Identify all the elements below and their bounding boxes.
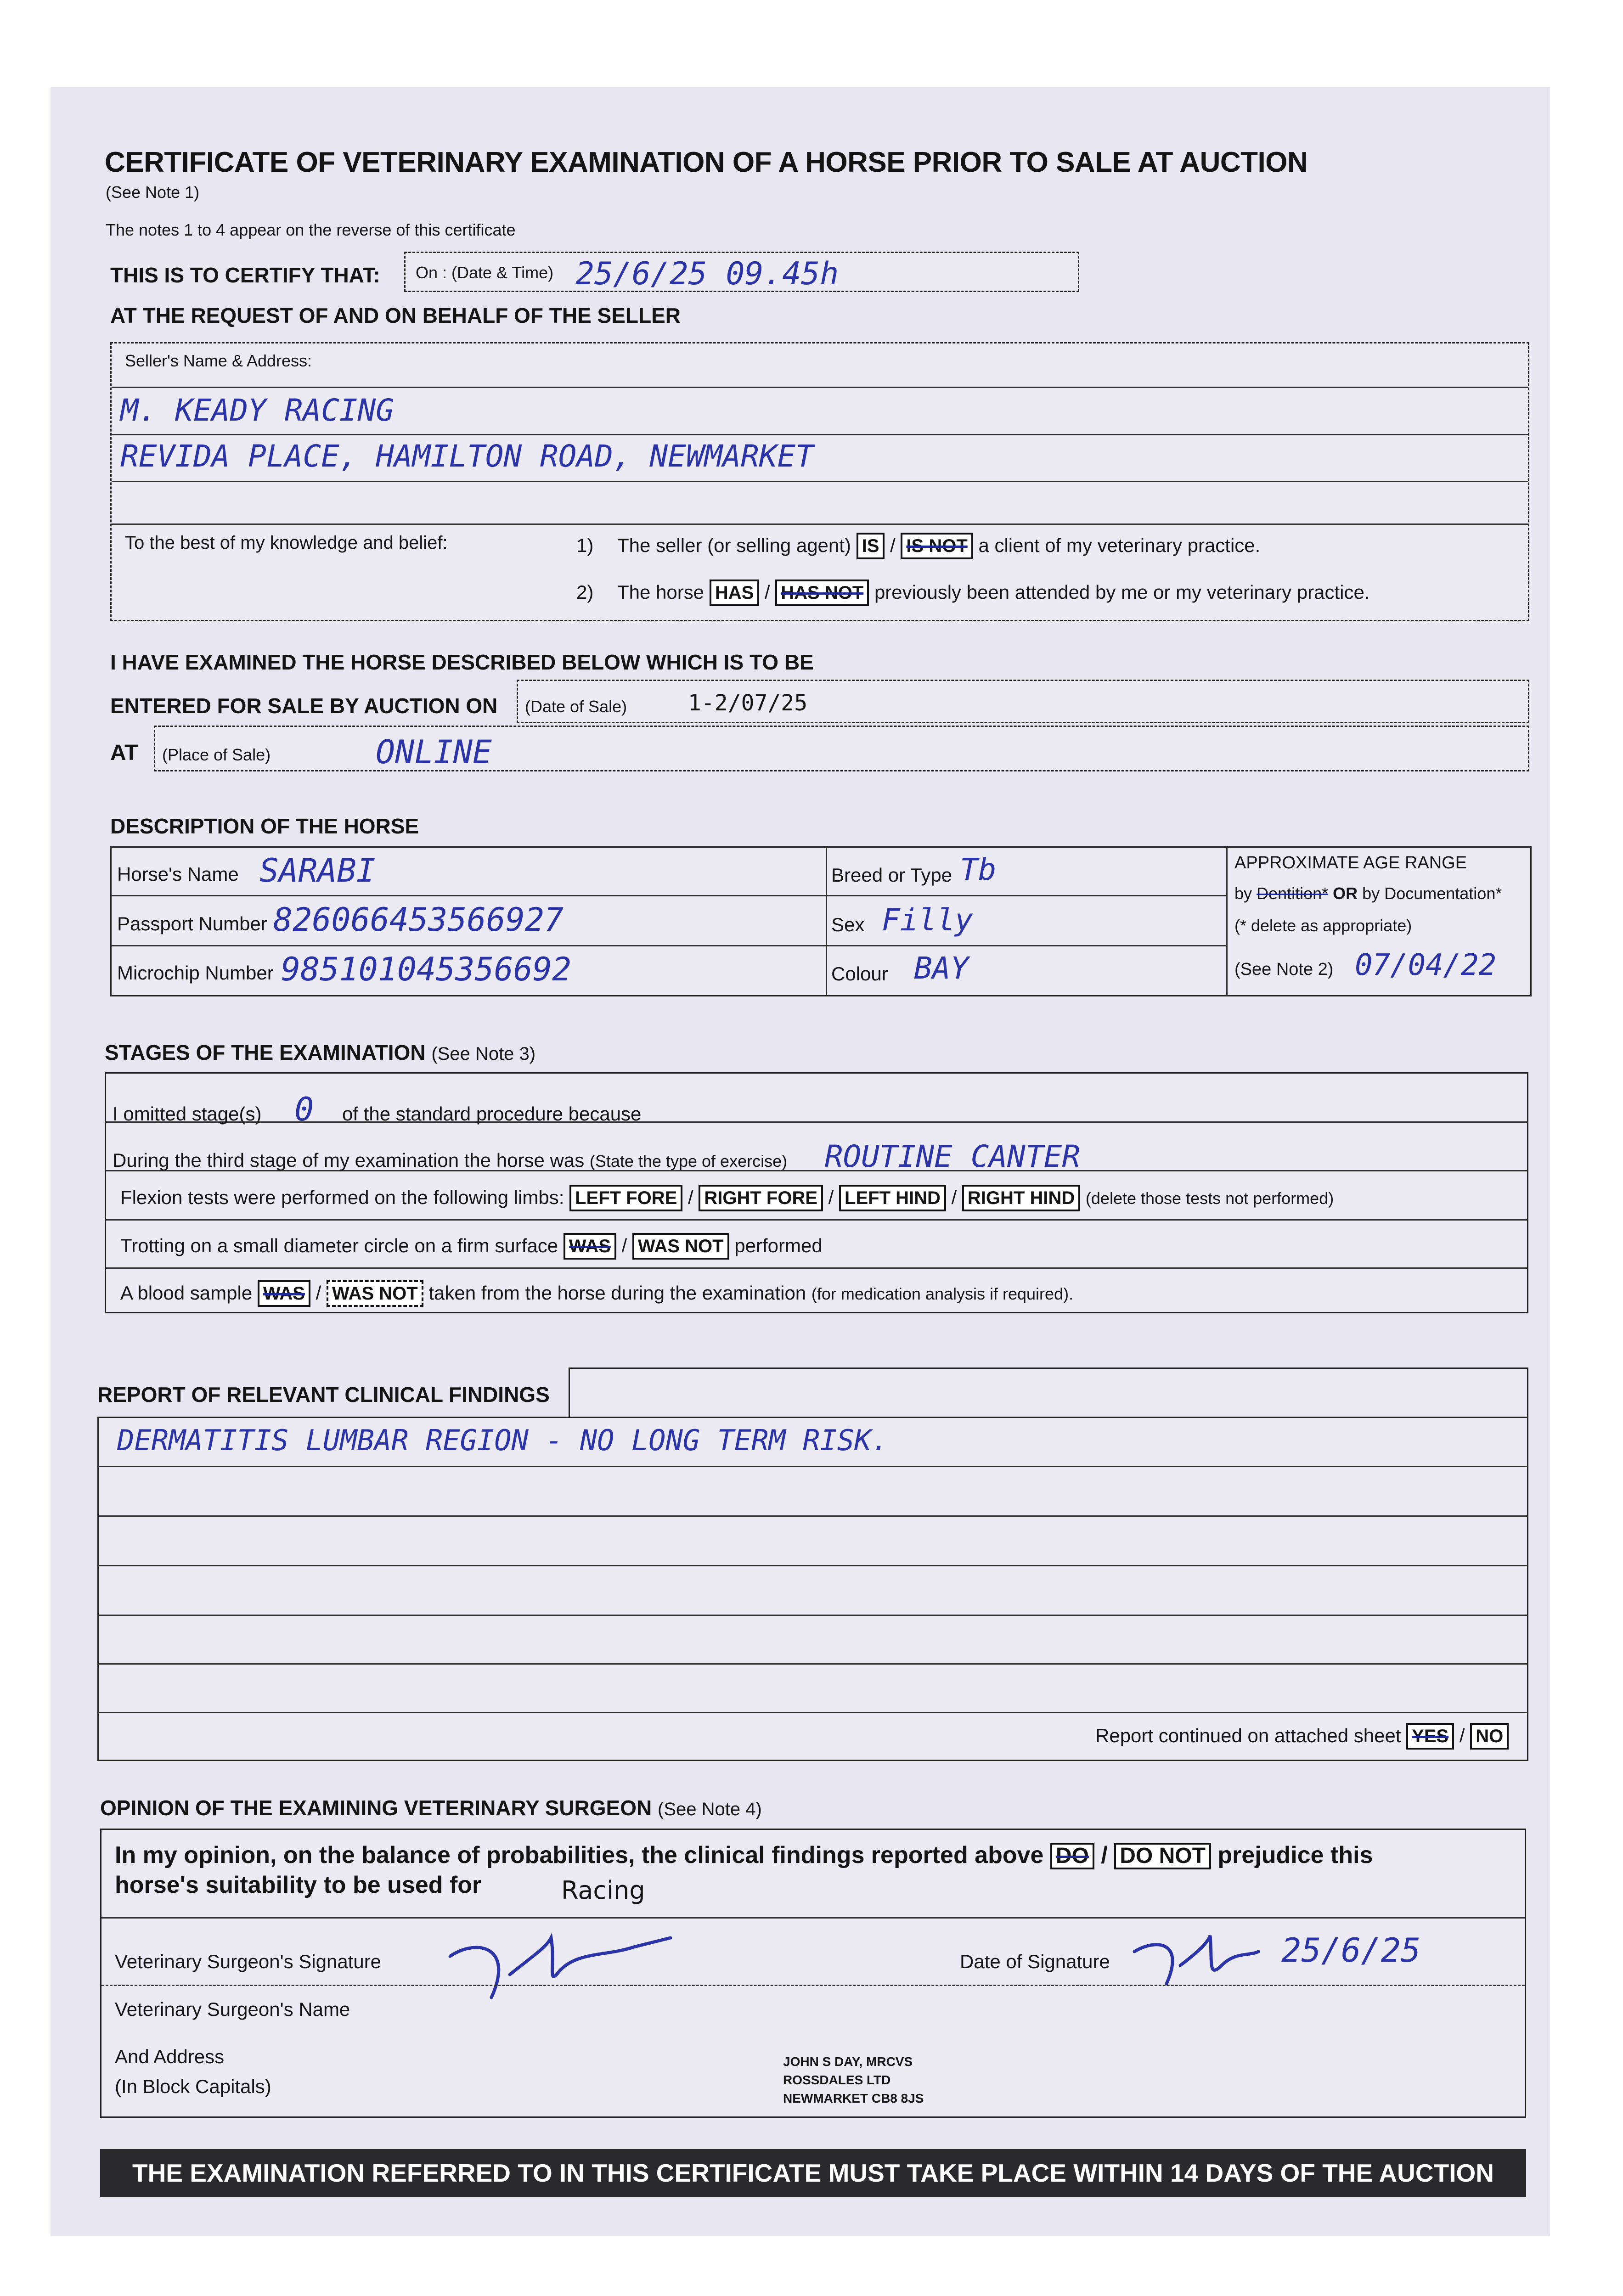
description-heading: DESCRIPTION OF THE HORSE <box>110 814 419 838</box>
age-dentition-option[interactable]: Dentition* <box>1257 884 1329 903</box>
date-time-label: On : (Date & Time) <box>416 263 554 282</box>
date-time-value: 25/6/25 09.45h <box>575 256 839 292</box>
item-2-tail: previously been attended by me or my veterinary practice. <box>874 581 1370 603</box>
breed-value: Tb <box>960 852 997 887</box>
report-box <box>97 1417 1528 1761</box>
stamp-line-3: NEWMARKET CB8 8JS <box>783 2091 924 2105</box>
opinion-do-not-option[interactable]: DO NOT <box>1114 1843 1211 1869</box>
date-time-box <box>404 252 1079 292</box>
flexion-left-fore[interactable]: LEFT FORE <box>569 1185 682 1211</box>
sex-value: Filly <box>882 902 973 938</box>
trot-row: Trotting on a small diameter circle on a firm surface WAS / WAS NOT performed <box>120 1233 823 1260</box>
third-stage-row <box>113 1139 1080 1174</box>
date-of-sale-value: 1-2/07/25 <box>688 690 808 716</box>
examined-label: I HAVE EXAMINED THE HORSE DESCRIBED BELOW WHICH IS TO BE <box>110 650 814 674</box>
third-stage-hint: (State the type of exercise) <box>589 1152 788 1171</box>
stamp-line-1: JOHN S DAY, MRCVS <box>783 2054 913 2069</box>
date-of-sale-box <box>517 680 1529 723</box>
flexion-tail: (delete those tests not performed) <box>1085 1189 1334 1208</box>
item-2: 2) The horse HAS / HAS NOT previously been attended by me or my veterinary practice. <box>576 580 1369 606</box>
surgeon-address-label: And Address <box>115 2046 225 2067</box>
knowledge-label: To the best of my knowledge and belief: <box>125 533 448 553</box>
third-stage-value: ROUTINE CANTER <box>824 1139 1081 1174</box>
continued-yes-option[interactable]: YES <box>1406 1723 1454 1750</box>
age-see-note: (See Note 2) <box>1234 960 1334 979</box>
colour-label: Colour <box>831 963 888 985</box>
age-method <box>1234 884 1502 903</box>
blood-was-option[interactable]: WAS <box>258 1280 310 1307</box>
flexion-right-fore[interactable]: RIGHT FORE <box>699 1185 823 1211</box>
age-or: OR <box>1333 884 1358 903</box>
microchip-label: Microchip Number <box>117 962 274 984</box>
item-1-text: The seller (or selling agent) <box>617 535 851 556</box>
omitted-label: I omitted stage(s) <box>113 1103 262 1125</box>
seller-line-2: REVIDA PLACE, HAMILTON ROAD, NEWMARKET <box>120 439 814 474</box>
see-note-1: (See Note 1) <box>106 183 200 202</box>
sex-label: Sex <box>831 914 865 935</box>
passport-label: Passport Number <box>117 913 267 934</box>
at-label: AT <box>110 741 138 765</box>
horse-name-label: Horse's Name <box>117 863 239 885</box>
opinion-note: (See Note 4) <box>658 1799 762 1819</box>
report-continued-row: Report continued on attached sheet YES / NO <box>1095 1723 1509 1750</box>
date-signature-value: 25/6/25 <box>1281 1931 1421 1970</box>
report-continued-label: Report continued on attached sheet <box>1095 1725 1401 1746</box>
age-value: 07/04/22 <box>1355 948 1497 982</box>
passport-value: 826066453566927 <box>273 901 564 939</box>
place-of-sale-label: (Place of Sale) <box>162 745 271 764</box>
block-capitals-label: (In Block Capitals) <box>115 2076 271 2097</box>
omitted-value: 0 <box>294 1091 314 1128</box>
age-documentation-option[interactable]: by Documentation* <box>1362 884 1502 903</box>
opinion-text-b: prejudice this <box>1217 1842 1373 1868</box>
horse-name-value: SARABI <box>259 852 376 889</box>
date-signature-label: Date of Signature <box>960 1951 1110 1972</box>
report-heading-box <box>569 1367 1528 1418</box>
date-initials-mark <box>1130 1929 1263 2002</box>
seller-line-1: M. KEADY RACING <box>120 393 394 428</box>
flexion-label: Flexion tests were performed on the following limbs: <box>120 1187 564 1208</box>
request-label: AT THE REQUEST OF AND ON BEHALF OF THE SELLER <box>110 304 681 327</box>
item-1: 1) The seller (or selling agent) IS / IS NOT a client of my veterinary practice. <box>576 533 1260 559</box>
certificate-title: CERTIFICATE OF VETERINARY EXAMINATION OF A HORSE PRIOR TO SALE AT AUCTION <box>105 146 1308 178</box>
seller-name-address-label: Seller's Name & Address: <box>125 351 312 370</box>
trot-was-option[interactable]: WAS <box>564 1233 616 1260</box>
trot-label: Trotting on a small diameter circle on a firm surface <box>120 1235 558 1256</box>
surgeon-name-label: Veterinary Surgeon's Name <box>115 1998 350 2020</box>
opinion-text-c: horse's suitability to be used for <box>115 1872 482 1898</box>
age-delete-note: (* delete as appropriate) <box>1234 916 1412 935</box>
flexion-left-hind[interactable]: LEFT HIND <box>839 1185 946 1211</box>
continued-no-option[interactable]: NO <box>1470 1723 1509 1750</box>
opinion-heading-row <box>100 1795 762 1820</box>
blood-tail: taken from the horse during the examination <box>428 1282 806 1304</box>
opinion-heading: OPINION OF THE EXAMINING VETERINARY SURGEON <box>100 1796 652 1820</box>
place-of-sale-value: ONLINE <box>376 733 492 771</box>
opinion-statement: In my opinion, on the balance of probabilities, the clinical findings reported above DO / DO NOT prejudice this <box>115 1842 1373 1868</box>
client-is-not-option[interactable]: IS NOT <box>901 533 973 559</box>
report-heading: REPORT OF RELEVANT CLINICAL FINDINGS <box>97 1383 550 1407</box>
age-heading: APPROXIMATE AGE RANGE <box>1234 853 1467 872</box>
signature-label: Veterinary Surgeon's Signature <box>115 1951 382 1972</box>
stages-heading: STAGES OF THE EXAMINATION <box>105 1041 426 1064</box>
item-2-number: 2) <box>576 581 594 603</box>
client-is-option[interactable]: IS <box>857 533 885 559</box>
attended-has-not-option[interactable]: HAS NOT <box>775 580 869 606</box>
colour-value: BAY <box>914 951 969 986</box>
place-of-sale-box <box>154 726 1529 771</box>
notes-text: The notes 1 to 4 appear on the reverse of this certificate <box>106 220 516 239</box>
omitted-row <box>113 1091 641 1128</box>
microchip-value: 985101045356692 <box>281 951 572 988</box>
entered-label: ENTERED FOR SALE BY AUCTION ON <box>110 694 498 718</box>
stages-note: (See Note 3) <box>431 1044 536 1064</box>
item-2-text: The horse <box>617 581 704 603</box>
omitted-tail: of the standard procedure because <box>342 1103 642 1125</box>
opinion-text-a: In my opinion, on the balance of probabilities, the clinical findings reported above <box>115 1842 1044 1868</box>
item-1-tail: a client of my veterinary practice. <box>978 535 1261 556</box>
age-by: by <box>1234 884 1252 903</box>
opinion-do-option[interactable]: DO <box>1050 1843 1094 1869</box>
stamp-line-2: ROSSDALES LTD <box>783 2073 891 2087</box>
trot-tail: performed <box>734 1235 823 1256</box>
footer-banner: THE EXAMINATION REFERRED TO IN THIS CERTIFICATE MUST TAKE PLACE WITHIN 14 DAYS OF THE AUCTION <box>100 2149 1526 2197</box>
flexion-right-hind[interactable]: RIGHT HIND <box>962 1185 1080 1211</box>
attended-has-option[interactable]: HAS <box>710 580 759 606</box>
certify-label: THIS IS TO CERTIFY THAT: <box>110 263 380 287</box>
signature-mark <box>441 1929 698 2020</box>
item-1-number: 1) <box>576 535 594 556</box>
blood-was-not-option[interactable]: WAS NOT <box>327 1280 423 1307</box>
breed-label: Breed or Type <box>831 864 952 886</box>
stages-heading-row <box>105 1040 535 1065</box>
blood-row: A blood sample WAS / WAS NOT taken from the horse during the examination (for medication analysis if required). <box>120 1280 1073 1307</box>
date-of-sale-label: (Date of Sale) <box>525 697 627 716</box>
report-finding: DERMATITIS LUMBAR REGION - NO LONG TERM RISK. <box>117 1424 889 1457</box>
blood-label: A blood sample <box>120 1282 253 1304</box>
third-stage-label: During the third stage of my examination the horse was <box>113 1149 585 1171</box>
surgeon-stamp <box>783 2053 924 2108</box>
blood-hint: (for medication analysis if required). <box>811 1284 1074 1303</box>
flexion-row: Flexion tests were performed on the following limbs: LEFT FORE / RIGHT FORE / LEFT HIND / RIGHT HIND (delete those tests not performed) <box>120 1185 1334 1211</box>
opinion-use-value: Racing <box>561 1876 645 1905</box>
trot-was-not-option[interactable]: WAS NOT <box>632 1233 729 1260</box>
